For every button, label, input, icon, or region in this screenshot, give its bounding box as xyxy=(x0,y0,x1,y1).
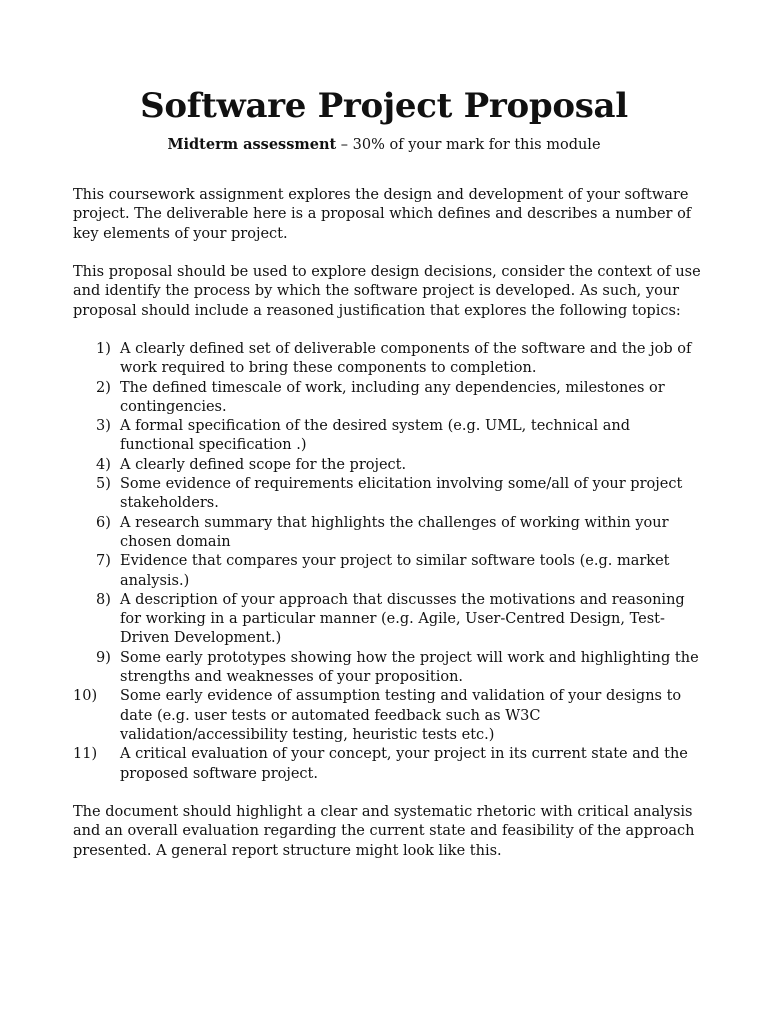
list-item-text: A description of your approach that discusses the motivations and reasoning for working in a particular manner (e.g. Agile, User-Centred Design, Test-Driven Development.) xyxy=(120,591,685,647)
conclusion-paragraph: The document should highlight a clear and systematic rhetoric with critical analysis and an overall evaluation regarding the current state and feasibility of the approach presented. A general report structure might look like this. xyxy=(73,804,695,859)
subtitle-rest: – 30% of your mark for this module xyxy=(336,137,601,153)
document-subtitle xyxy=(0,135,768,155)
list-item-number: 5) xyxy=(96,476,111,493)
list-item-text: Evidence that compares your project to similar software tools (e.g. market analysis.) xyxy=(120,553,670,589)
list-item-number: 11) xyxy=(73,746,98,763)
list-item xyxy=(73,456,703,475)
list-item-number: 8) xyxy=(96,591,111,608)
list-item-text: A clearly defined scope for the project. xyxy=(120,456,407,473)
list-item-text: Some early evidence of assumption testing and validation of your designs to date (e.g. user tests or automated feedback such as W3C validation/accessibility testing, heuristic tests etc.) xyxy=(120,688,682,743)
list-item-number: 10) xyxy=(73,688,98,705)
list-item xyxy=(73,379,703,418)
proposal-paragraph: This proposal should be used to explore design decisions, consider the context of use and identify the process by which the software project is developed. As such, your proposal should include a reasoned justification that explores the following topics: xyxy=(73,264,701,319)
intro-paragraph: This coursework assignment explores the design and development of your software project. The deliverable here is a proposal which defines and describes a number of key elements of your project. xyxy=(73,187,692,242)
list-item-text: A formal specification of the desired system (e.g. UML, technical and functional specification .) xyxy=(120,418,631,454)
list-item-number: 1) xyxy=(96,341,111,357)
list-item xyxy=(73,475,703,514)
topics-list xyxy=(73,340,703,784)
list-item-number: 9) xyxy=(96,649,111,666)
list-item-number: 3) xyxy=(96,418,111,435)
list-item xyxy=(73,514,703,553)
list-item-text: A critical evaluation of your concept, your project in its current state and the proposed software project. xyxy=(120,746,688,782)
list-item-number: 7) xyxy=(96,553,111,570)
list-item-text: A clearly defined set of deliverable components of the software and the job of work required to bring these components to completion. xyxy=(120,341,692,377)
subtitle-bold: Midterm assessment xyxy=(167,136,337,153)
list-item-text: Some evidence of requirements elicitation involving some/all of your project stakeholders. xyxy=(120,476,683,512)
list-item-text: Some early prototypes showing how the project will work and highlighting the strengths and weaknesses of your proposition. xyxy=(120,649,699,686)
list-item-number: 6) xyxy=(96,514,111,531)
list-item-number: 2) xyxy=(96,379,111,396)
list-item-number: 4) xyxy=(96,456,111,473)
document-title: Software Project Proposal xyxy=(140,86,628,126)
list-item xyxy=(73,745,703,784)
list-item-text: A research summary that highlights the challenges of working within your chosen domain xyxy=(120,514,669,550)
list-item xyxy=(73,591,703,649)
list-item xyxy=(73,340,703,379)
list-item-text: The defined timescale of work, including any dependencies, milestones or contingencies. xyxy=(120,379,665,415)
list-item xyxy=(73,649,703,688)
list-item xyxy=(73,417,703,456)
list-item xyxy=(73,552,703,591)
list-item xyxy=(73,687,703,745)
